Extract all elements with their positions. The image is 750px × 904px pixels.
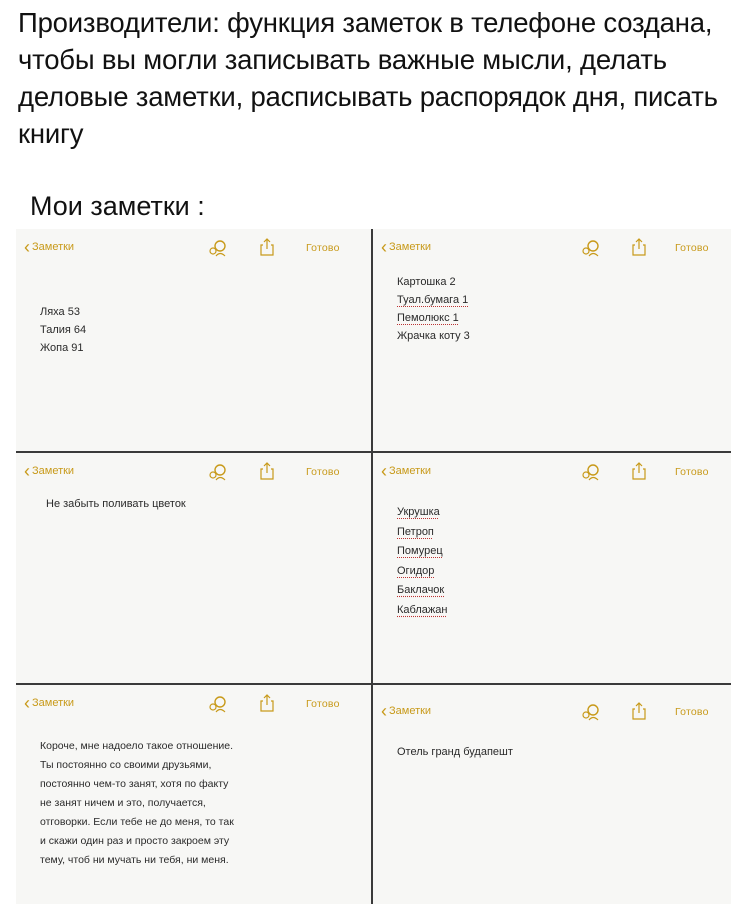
done-button[interactable]: Готово xyxy=(675,242,709,254)
note-line: Короче, мне надоело такое отношение. xyxy=(40,740,233,752)
note-line: Помурец xyxy=(397,545,443,557)
note-line: Пемолюкс 1 xyxy=(397,312,459,324)
note-card xyxy=(373,229,731,451)
note-toolbar xyxy=(373,453,731,493)
chevron-left-icon: ‹ xyxy=(24,693,30,713)
note-line: Укрушка xyxy=(397,506,440,518)
chevron-left-icon: ‹ xyxy=(381,461,387,481)
note-line: Не забыть поливать цветок xyxy=(46,498,186,510)
subhead: Мои заметки : xyxy=(30,191,205,221)
note-line: Отель гранд будапешт xyxy=(397,746,513,758)
note-line: и скажи один раз и просто закроем эту xyxy=(40,835,230,847)
share-icon[interactable] xyxy=(632,238,646,256)
share-icon[interactable] xyxy=(632,462,646,480)
chevron-left-icon: ‹ xyxy=(24,461,30,481)
note-body[interactable] xyxy=(46,495,186,513)
note-line: не занят ничем и это, получается, xyxy=(40,797,206,809)
done-button[interactable]: Готово xyxy=(675,466,709,478)
note-line: Баклачок xyxy=(397,584,445,596)
back-button[interactable] xyxy=(381,701,432,721)
chevron-left-icon: ‹ xyxy=(381,701,387,721)
back-label: Заметки xyxy=(32,465,75,477)
note-line: Каблажан xyxy=(397,603,448,616)
note-line: Ляха 53 xyxy=(40,306,80,318)
share-icon[interactable] xyxy=(260,238,274,256)
back-button[interactable] xyxy=(381,237,432,257)
done-button[interactable]: Готово xyxy=(306,466,340,478)
note-toolbar xyxy=(16,685,371,725)
note-toolbar xyxy=(373,229,731,269)
back-button[interactable] xyxy=(381,461,432,481)
note-toolbar xyxy=(16,229,371,269)
note-line: Картошка 2 xyxy=(397,276,456,288)
share-icon[interactable] xyxy=(632,702,646,720)
add-person-icon[interactable] xyxy=(208,239,228,257)
add-person-icon[interactable] xyxy=(581,239,601,257)
note-line: Талия 64 xyxy=(40,324,87,336)
note-line: постоянно чем-то занят, хотя по факту xyxy=(40,778,229,790)
add-person-icon[interactable] xyxy=(581,703,601,721)
back-button[interactable] xyxy=(24,693,75,713)
note-card xyxy=(373,453,731,683)
note-line: отговорки. Если тебе не до меня, то так xyxy=(40,816,234,828)
note-toolbar xyxy=(373,693,731,733)
note-line: Ты постоянно со своими друзьями, xyxy=(40,759,212,771)
note-toolbar xyxy=(16,453,371,493)
back-button[interactable] xyxy=(24,461,75,481)
back-label: Заметки xyxy=(32,241,75,253)
headline: Производители: функция заметок в телефоне создана, чтобы вы могли записывать важные мысли, делать деловые заметки, расписывать распорядок дня, писать книгу xyxy=(18,7,718,149)
note-card xyxy=(16,453,371,683)
note-body[interactable] xyxy=(40,737,234,870)
note-body[interactable] xyxy=(397,273,470,345)
chevron-left-icon: ‹ xyxy=(381,237,387,257)
back-button[interactable] xyxy=(24,237,75,257)
note-body[interactable] xyxy=(397,503,447,620)
note-card xyxy=(373,685,731,904)
chevron-left-icon: ‹ xyxy=(24,237,30,257)
note-body[interactable] xyxy=(397,743,513,761)
note-line: Огидор xyxy=(397,564,435,577)
share-icon[interactable] xyxy=(260,462,274,480)
back-label: Заметки xyxy=(32,697,75,709)
done-button[interactable]: Готово xyxy=(306,242,340,254)
note-line: Жопа 91 xyxy=(40,342,84,354)
note-line: Петроп xyxy=(397,525,434,538)
share-icon[interactable] xyxy=(260,694,274,712)
note-body[interactable] xyxy=(40,303,86,357)
note-line: Жрачка коту 3 xyxy=(397,330,470,342)
done-button[interactable]: Готово xyxy=(306,698,340,710)
back-label: Заметки xyxy=(389,241,432,253)
back-label: Заметки xyxy=(389,705,432,717)
note-card xyxy=(16,229,371,451)
done-button[interactable]: Готово xyxy=(675,706,709,718)
add-person-icon[interactable] xyxy=(208,695,228,713)
notes-grid xyxy=(16,229,731,904)
note-line: Туал.бумага 1 xyxy=(397,294,469,306)
note-card xyxy=(16,685,371,904)
back-label: Заметки xyxy=(389,465,432,477)
note-line: тему, чтоб ни мучать ни тебя, ни меня. xyxy=(40,854,229,866)
add-person-icon[interactable] xyxy=(208,463,228,481)
add-person-icon[interactable] xyxy=(581,463,601,481)
